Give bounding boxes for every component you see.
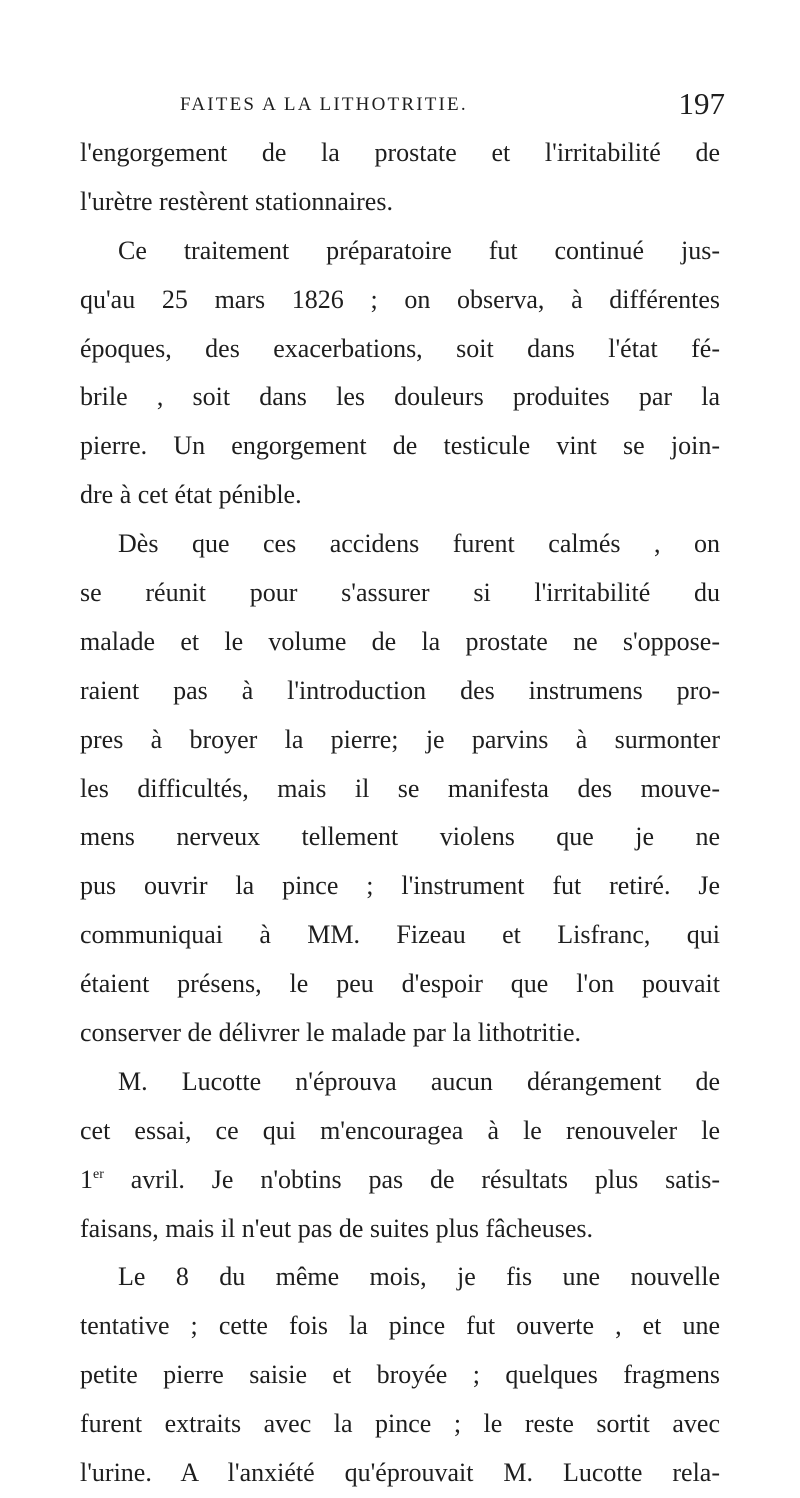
text-line: pierre. Un engorgement de testicule vint se join- (80, 431, 720, 461)
text-line: conserver de délivrer le malade par la lithotritie. (80, 1018, 581, 1048)
text-line: cet essai, ce qui m'encouragea à le renouveler le (80, 1115, 720, 1145)
text-line: se réunit pour s'assurer si l'irritabilité du (80, 578, 720, 608)
text-line: communiquai à MM. Fizeau et Lisfranc, qui (80, 920, 720, 950)
text-line: pus ouvrir la pince ; l'instrument fut retiré. Je (80, 871, 720, 901)
text-line: l'urine. A l'anxiété qu'éprouvait M. Lucotte rela- (80, 1458, 720, 1488)
text-line: faisans, mais il n'eut pas de suites plus fâcheuses. (80, 1213, 594, 1243)
text-line: raient pas à l'introduction des instrumens pro- (80, 675, 720, 705)
body-text (80, 129, 720, 1498)
running-title: FAITES A LA LITHOTRITIE. (180, 94, 468, 115)
page-number: 197 (678, 86, 725, 121)
text-line: l'urètre restèrent stationnaires. (80, 186, 393, 216)
text-line: qu'au 25 mars 1826 ; on observa, à différentes (80, 284, 720, 314)
text-line: petite pierre saisie et broyée ; quelques fragmens (80, 1360, 720, 1390)
text-line: les difficultés, mais il se manifesta des mouve- (80, 773, 720, 803)
ordinal-suffix: er (93, 1166, 104, 1182)
running-head (150, 86, 725, 128)
text-line: brile , soit dans les douleurs produites par la (80, 382, 720, 412)
text-line: mens nerveux tellement violens que je ne (80, 822, 720, 852)
text-line: malade et le volume de la prostate ne s'oppose- (80, 626, 720, 656)
text-line-with-date (80, 1156, 720, 1205)
text-line-rest: avril. Je n'obtins pas de résultats plus satis- (130, 1164, 720, 1194)
text-line: étaient présens, le peu d'espoir que l'on pouvait (80, 969, 720, 999)
paragraph-start-line: Dès que ces accidens furent calmés , on (118, 529, 720, 559)
text-line: pres à broyer la pierre; je parvins à surmonter (80, 724, 720, 754)
ordinal-number: 1 (80, 1164, 93, 1194)
text-line: dre à cet état pénible. (80, 480, 302, 510)
text-line: furent extraits avec la pince ; le reste sortit avec (80, 1409, 720, 1439)
text-line: l'engorgement de la prostate et l'irritabilité de (80, 138, 720, 167)
paragraph-start-line: M. Lucotte n'éprouva aucun dérangement de (118, 1066, 720, 1096)
paragraph-start-line: Le 8 du même mois, je fis une nouvelle (118, 1262, 720, 1292)
text-line: tentative ; cette fois la pince fut ouverte , et une (80, 1311, 720, 1341)
text-line: époques, des exacerbations, soit dans l'état fé- (80, 333, 720, 363)
paragraph-start-line: Ce traitement préparatoire fut continué jus- (118, 235, 720, 265)
